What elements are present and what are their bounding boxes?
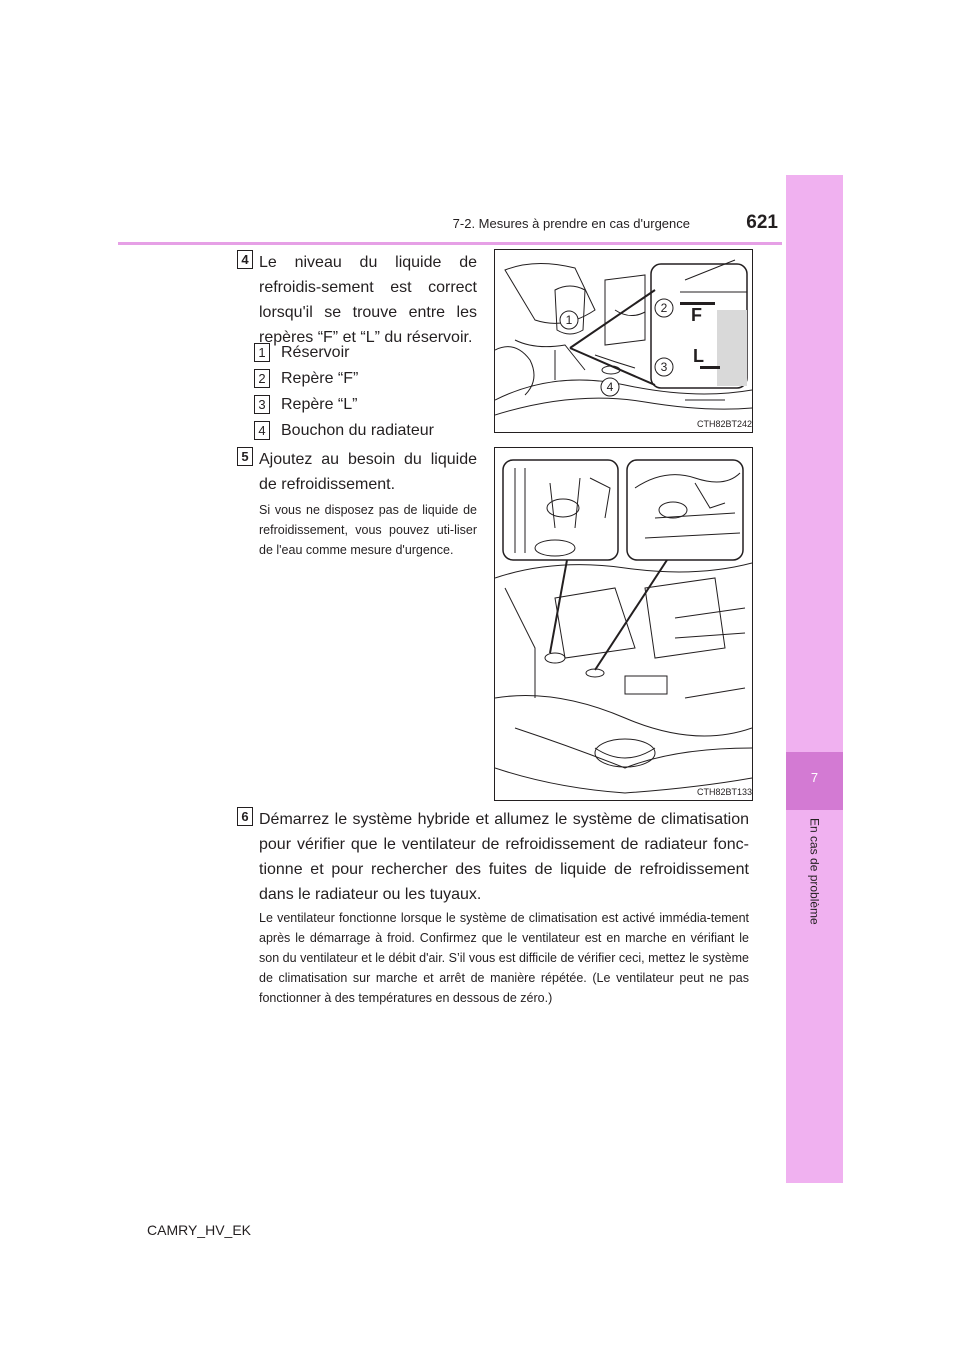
model-code: CAMRY_HV_EK: [147, 1222, 252, 1238]
step-6-text: Démarrez le système hybride et allumez le système de climatisation pour vérifier que le ventilateur de refroidissement de radiateur fonc-tionne et pour rechercher des fuites de liquide de refroidissement dans le radiateur ou les tuyaux.: [259, 811, 749, 903]
l-mark: L: [693, 346, 704, 366]
header-rule: [118, 242, 782, 245]
engine-bay-fill-illustration: [495, 448, 752, 800]
step-number-5: 5: [237, 447, 253, 466]
step-number-6: 6: [237, 807, 253, 826]
engine-bay-illustration: [495, 250, 752, 432]
page-number: 621: [746, 212, 778, 233]
item-number-3: 3: [254, 395, 270, 414]
chapter-title: En cas de problème: [807, 818, 822, 925]
item-label-f-mark: Repère “F”: [281, 370, 359, 387]
step-6-note: Le ventilateur fonctionne lorsque le système de climatisation est activé immédia-tement après le démarrage à froid. Confirmez que le ventilateur est en marche en vérifiant le son du ventilateur et le débit d'air. S’il vous est difficile de vérifier ceci, mettez le système de climatisation sur marche et arrêt de manière répétée. (Le ventilateur peut ne pas fonctionner à des températures en dessous de zéro.): [259, 911, 749, 1005]
chapter-number: 7: [810, 770, 819, 785]
item-number-1: 1: [254, 343, 270, 362]
callout-2: 2: [660, 301, 668, 315]
callout-1: 1: [565, 313, 573, 327]
side-tab: [786, 175, 843, 1183]
figure-coolant-fill-points: [494, 447, 753, 801]
figure-code-2: CTH82BT133: [697, 787, 753, 797]
item-label-l-mark: Repère “L”: [281, 396, 358, 413]
figure-code-1: CTH82BT242: [697, 419, 753, 429]
step-number-4: 4: [237, 250, 253, 269]
callout-3: 3: [660, 360, 668, 374]
item-number-4: 4: [254, 421, 270, 440]
item-number-2: 2: [254, 369, 270, 388]
figure-coolant-reservoir: [494, 249, 753, 433]
section-title: 7-2. Mesures à prendre en cas d'urgence: [452, 216, 690, 231]
f-mark: F: [691, 305, 702, 325]
step-5-text: Ajoutez au besoin du liquide de refroidissement.: [259, 451, 477, 493]
callout-4: 4: [606, 380, 614, 394]
step-5-note: Si vous ne disposez pas de liquide de refroidissement, vous pouvez uti-liser de l'eau comme mesure d'urgence.: [259, 503, 477, 557]
step-4-text: Le niveau du liquide de refroidis-sement est correct lorsqu'il se trouve entre les repères “F” et “L” du réservoir.: [259, 254, 477, 346]
item-label-radiator-cap: Bouchon du radiateur: [281, 422, 434, 439]
item-label-reservoir: Réservoir: [281, 344, 350, 361]
